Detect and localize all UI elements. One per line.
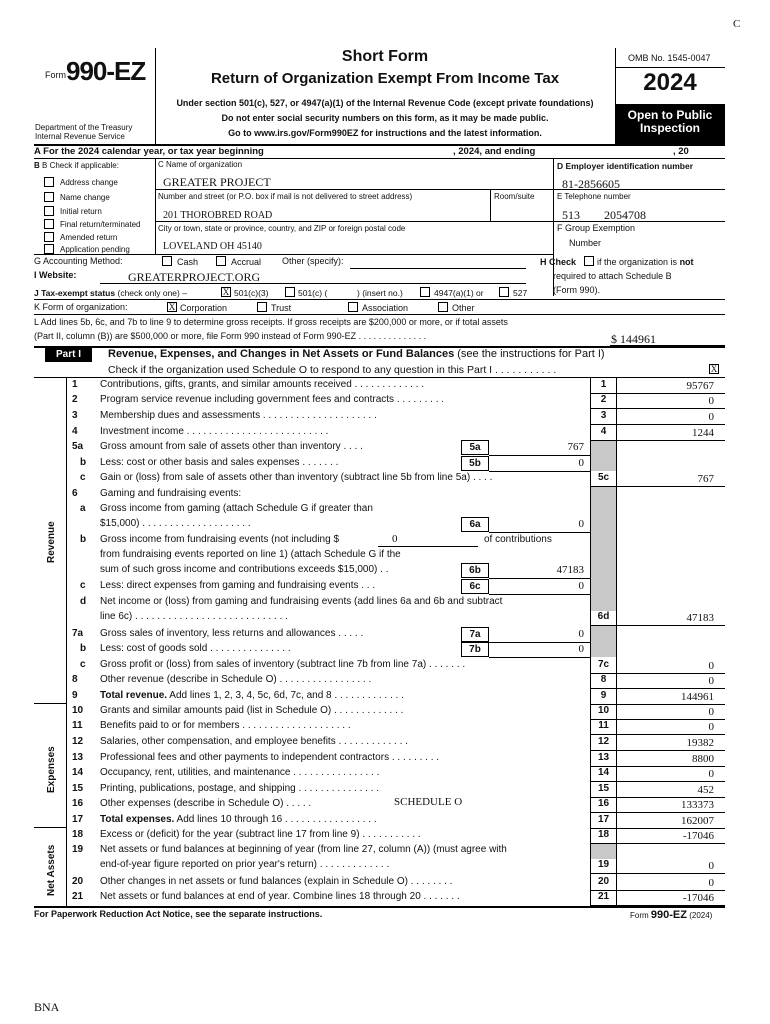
line-amount-value[interactable]: 0 bbox=[708, 706, 714, 718]
line-number: 14 bbox=[72, 767, 84, 778]
other-expenses-description[interactable]: SCHEDULE O bbox=[394, 796, 463, 808]
line-text-main: Gross amount from sale of assets other than inventory . . . . bbox=[100, 441, 363, 452]
line-text-main: Gross income from fundraising events (not including $ bbox=[100, 534, 340, 545]
line-box-label: 18 bbox=[597, 829, 610, 840]
corporation-label: Corporation bbox=[180, 303, 228, 313]
line-inner-value[interactable]: 0 bbox=[578, 457, 584, 469]
line-text-bold: Total expenses. bbox=[100, 814, 175, 825]
cash-label: Cash bbox=[177, 257, 199, 267]
line-text bbox=[100, 628, 363, 639]
line-text-main: Add lines 1, 2, 3, 4, 5c, 6d, 7c, and 8 . . . . . . . . . . . . . bbox=[167, 690, 404, 701]
line-inner-value[interactable]: 0 bbox=[578, 643, 584, 655]
line-text-main: Other expenses (describe in Schedule O) . . . . . bbox=[100, 798, 312, 809]
line-text bbox=[100, 426, 328, 437]
line-text bbox=[100, 410, 377, 421]
line-box-label: 16 bbox=[597, 798, 610, 809]
line-number: 10 bbox=[72, 705, 84, 716]
box-b-checkbox[interactable] bbox=[44, 219, 54, 229]
line-text-main: Less: cost of goods sold . . . . . . . . . . . . . . . bbox=[100, 643, 291, 654]
line-text-main: Grants and similar amounts paid (list in Schedule O) . . . . . . . . . . . . . bbox=[100, 705, 404, 716]
line-k-label: K Form of organization: bbox=[34, 302, 128, 312]
line-inner-value[interactable]: 0 bbox=[578, 580, 584, 592]
line-text-main: Less: direct expenses from gaming and fundraising events . . . bbox=[100, 580, 376, 591]
tax-year: 2024 bbox=[643, 69, 697, 96]
line-text bbox=[100, 783, 379, 794]
line-number: 13 bbox=[72, 752, 84, 763]
line-text-main: Gross income from gaming (attach Schedule G if greater than bbox=[100, 503, 373, 514]
4947-label: 4947(a)(1) or bbox=[434, 288, 484, 298]
line-amount-value[interactable]: 1244 bbox=[692, 427, 714, 439]
line-text bbox=[100, 798, 311, 809]
line-box-label: 6d bbox=[597, 611, 610, 622]
accrual-checkbox[interactable] bbox=[216, 256, 226, 266]
line-text-main: Occupancy, rent, utilities, and maintenance . . . . . . . . . . . . . . . . bbox=[100, 767, 380, 778]
line-text bbox=[100, 767, 379, 778]
gross-receipts-value[interactable]: $ 144961 bbox=[611, 332, 656, 346]
line-text bbox=[100, 643, 291, 654]
box-b-checkbox[interactable] bbox=[44, 244, 54, 254]
website-value[interactable]: GREATERPROJECT.ORG bbox=[128, 270, 261, 284]
title-main: Return of Organization Exempt From Income Tax bbox=[210, 70, 560, 87]
line-text-main: Net assets or fund balances at end of year. Combine lines 18 through 20 . . . . . . . bbox=[100, 891, 460, 902]
line-a-end: , 20 bbox=[673, 146, 689, 157]
corner-mark: C bbox=[733, 18, 741, 30]
line-text bbox=[100, 752, 439, 763]
line-j-paren: (check only one) – bbox=[117, 288, 187, 298]
line-amount-value[interactable]: 0 bbox=[708, 768, 714, 780]
line-g-label: G Accounting Method: bbox=[34, 256, 123, 266]
box-e-label: E Telephone number bbox=[557, 192, 631, 201]
line-box-label: 5b bbox=[461, 456, 489, 471]
line-amount-value[interactable]: 19382 bbox=[686, 737, 714, 749]
line-h-text-1b bbox=[597, 257, 694, 267]
line-text-main: Net income or (loss) from gaming and fundraising events (add lines 6a and 6b and subtract bbox=[100, 596, 503, 607]
footer-form-word: Form bbox=[630, 911, 649, 920]
part-i-tag: Part I bbox=[45, 348, 92, 362]
subtitle-3: Go to www.irs.gov/Form990EZ for instructions and the latest information. bbox=[228, 128, 542, 138]
ein-value[interactable]: 81-2856605 bbox=[562, 177, 620, 191]
line-text bbox=[100, 441, 363, 452]
line-box-label: 10 bbox=[597, 705, 610, 716]
line-box-label: 2 bbox=[600, 394, 607, 405]
schedule-b-checkbox[interactable] bbox=[584, 256, 594, 266]
line-box-label: 11 bbox=[598, 720, 609, 731]
box-b-label: B B Check if applicable: bbox=[34, 161, 119, 170]
line-text-main: Program service revenue including government fees and contracts . . . . . . . . . bbox=[100, 394, 445, 405]
line-box-label: 21 bbox=[597, 891, 610, 902]
line-number: 7a bbox=[72, 628, 84, 639]
subtitle-1: Under section 501(c), 527, or 4947(a)(1) of the Internal Revenue Code (except private foundations) bbox=[176, 98, 594, 108]
line-text-main: Professional fees and other payments to independent contractors . . . . . . . . . bbox=[100, 752, 440, 763]
line-text bbox=[100, 891, 460, 902]
line-text-main: Gross profit or (loss) from sales of inventory (subtract line 7b from line 7a) . . . . . . . bbox=[100, 659, 466, 670]
line-text-main: Gain or (loss) from sale of assets other than inventory (subtract line 5b from line 5a) . . . . bbox=[100, 472, 493, 483]
cash-checkbox[interactable] bbox=[162, 256, 172, 266]
line-number: b bbox=[80, 457, 87, 468]
box-b-item-label: Amended return bbox=[60, 233, 118, 242]
line-text-main: Gross sales of inventory, less returns and allowances . . . . . bbox=[100, 628, 364, 639]
box-b-item-label: Address change bbox=[60, 178, 118, 187]
line-text bbox=[100, 379, 424, 390]
line-box-label: 6c bbox=[461, 579, 489, 594]
part-i-title-suffix: (see the instructions for Part I) bbox=[457, 348, 605, 360]
line-text bbox=[100, 829, 421, 840]
box-b-checkbox[interactable] bbox=[44, 192, 54, 202]
line-text bbox=[100, 674, 371, 685]
line-number: d bbox=[80, 596, 87, 607]
line-text bbox=[100, 457, 338, 468]
line-number: 15 bbox=[72, 783, 84, 794]
line-box-label: 5c bbox=[597, 472, 610, 483]
schedule-o-checkbox[interactable]: X bbox=[710, 364, 718, 374]
527-label: 527 bbox=[513, 288, 528, 298]
line-text-main: Excess or (deficit) for the year (subtract line 17 from line 9) . . . . . . . . . . . bbox=[100, 829, 421, 840]
box-d-label: D Employer identification number bbox=[557, 161, 694, 171]
line-amount-value[interactable]: -17046 bbox=[682, 830, 714, 842]
line-text-bold: Total revenue. bbox=[100, 690, 168, 701]
line-h-not: not bbox=[679, 257, 694, 267]
line-number: c bbox=[80, 580, 86, 591]
line-number: b bbox=[80, 643, 87, 654]
line-number: c bbox=[80, 659, 86, 670]
line-amount-value[interactable]: -17046 bbox=[682, 892, 714, 904]
line-box-label: 7a bbox=[461, 627, 489, 642]
4947-checkbox[interactable] bbox=[420, 287, 430, 297]
line-number: 2 bbox=[72, 394, 78, 405]
line-amount-value[interactable]: 452 bbox=[697, 784, 714, 796]
line-text-main: Gaming and fundraising events: bbox=[100, 488, 242, 499]
insert-no-label: ) (insert no.) bbox=[357, 288, 403, 298]
line-box-label: 1 bbox=[600, 379, 607, 390]
box-f-label-2: Number bbox=[569, 238, 602, 248]
line-text-cont: from fundraising events reported on line 1) (attach Schedule G if the bbox=[100, 549, 401, 560]
street-label: Number and street (or P.O. box if mail is not delivered to street address) bbox=[158, 192, 413, 201]
form-word: Form bbox=[45, 70, 66, 80]
line-text-cont: $15,000) . . . . . . . . . . . . . . . . . . . . bbox=[100, 518, 251, 529]
line-number: 5a bbox=[72, 441, 84, 452]
line-amount-value[interactable]: 0 bbox=[708, 675, 714, 687]
box-f-label: F Group Exemption bbox=[557, 223, 636, 233]
line-text-main: Printing, publications, postage, and shipping . . . . . . . . . . . . . . . bbox=[100, 783, 380, 794]
form-number: 990-EZ bbox=[66, 56, 146, 86]
box-c-label: C Name of organization bbox=[158, 160, 243, 169]
association-label: Association bbox=[362, 303, 409, 313]
line-text-cont: end-of-year figure reported on prior year's return) . . . . . . . . . . . . . bbox=[100, 859, 390, 870]
line-amount-value[interactable]: 162007 bbox=[681, 815, 714, 827]
line-text-main: Benefits paid to or for members . . . . . . . . . . . . . . . . . . . . bbox=[100, 720, 351, 731]
line-text bbox=[100, 534, 339, 545]
line-number: 19 bbox=[72, 844, 84, 855]
line-inner-value[interactable]: 0 bbox=[578, 518, 584, 530]
box-b-item-label: Name change bbox=[60, 193, 110, 202]
open-line-2: Inspection bbox=[639, 121, 700, 135]
phone-number[interactable]: 2054708 bbox=[604, 208, 646, 222]
footer-year: (2024) bbox=[689, 911, 713, 920]
schedule-o-check-text: Check if the organization used Schedule O to respond to any question in this Part I . . . . . . . . . . . bbox=[108, 364, 557, 376]
line-box-label: 12 bbox=[597, 736, 610, 747]
title-short-form: Short Form bbox=[341, 48, 429, 65]
line-box-label: 7c bbox=[597, 659, 610, 670]
line-number: 21 bbox=[72, 891, 84, 902]
line-h-text-3: (Form 990). bbox=[553, 285, 601, 295]
line-a-label: A For the 2024 calendar year, or tax year beginning bbox=[34, 146, 264, 157]
part-i-title-bold: Revenue, Expenses, and Changes in Net Assets or Fund Balances bbox=[108, 348, 455, 360]
line-text bbox=[100, 488, 241, 499]
line-number: 8 bbox=[72, 674, 78, 685]
line-h-text-2: required to attach Schedule B bbox=[553, 271, 672, 281]
line-text bbox=[100, 736, 408, 747]
line-number: b bbox=[80, 534, 87, 545]
line-number: 11 bbox=[72, 720, 83, 731]
line-text-main: Other revenue (describe in Schedule O) . . . . . . . . . . . . . . . . . bbox=[100, 674, 372, 685]
expenses-section-label: Expenses bbox=[46, 746, 57, 793]
line-box-label: 6a bbox=[461, 517, 489, 532]
line-number: 1 bbox=[72, 379, 78, 390]
line-amount-value[interactable]: 0 bbox=[708, 877, 714, 889]
line-text-after: of contributions bbox=[484, 534, 552, 545]
line-h-check-text: H Check bbox=[540, 257, 577, 267]
line-amount-value[interactable]: 144961 bbox=[681, 691, 714, 703]
other-org-checkbox[interactable] bbox=[438, 302, 448, 312]
line-text-main: Other changes in net assets or fund balances (explain in Schedule O) . . . . . . . . bbox=[100, 876, 453, 887]
line-amount-value[interactable]: 0 bbox=[708, 860, 714, 872]
line-number: 16 bbox=[72, 798, 84, 809]
net-assets-section-label: Net Assets bbox=[46, 844, 57, 896]
department-line-1: Department of the Treasury bbox=[35, 123, 133, 132]
line-a-mid: , 2024, and ending bbox=[453, 146, 536, 157]
line-text bbox=[100, 844, 507, 855]
line-number: c bbox=[80, 472, 86, 483]
line-box-label: 3 bbox=[600, 410, 607, 421]
line-inner-value[interactable]: 0 bbox=[578, 628, 584, 640]
box-b-text: B Check if applicable: bbox=[42, 161, 119, 170]
line-number: 3 bbox=[72, 410, 78, 421]
line-j-label bbox=[34, 288, 187, 298]
box-b-checkbox[interactable] bbox=[44, 177, 54, 187]
line-number: a bbox=[80, 503, 86, 514]
open-to-public-badge bbox=[615, 104, 725, 144]
box-b-item-label: Application pending bbox=[60, 245, 130, 254]
line-amount-value[interactable]: 95767 bbox=[686, 380, 714, 392]
line-text-main: Net assets or fund balances at beginning of year (from line 27, column (A)) (must agree with bbox=[100, 844, 507, 855]
box-b-item-label: Final return/terminated bbox=[60, 220, 141, 229]
line-text-main: Investment income . . . . . . . . . . . . . . . . . . . . . . . . . . bbox=[100, 426, 329, 437]
line-text-main: Salaries, other compensation, and employee benefits . . . . . . . . . . . . . bbox=[100, 736, 408, 747]
bottom-mark: BNA bbox=[34, 1000, 60, 1014]
line-text bbox=[100, 394, 444, 405]
line-text bbox=[100, 690, 404, 701]
line-h-text: if the organization is bbox=[597, 257, 678, 267]
501c-label: 501(c) ( bbox=[298, 288, 328, 298]
line-text-main: Contributions, gifts, grants, and similar amounts received . . . . . . . . . . . . . bbox=[100, 379, 425, 390]
line-amount-value[interactable]: 0 bbox=[708, 411, 714, 423]
501c3-label: 501(c)(3) bbox=[234, 288, 269, 298]
paperwork-notice: For Paperwork Reduction Act Notice, see the separate instructions. bbox=[34, 909, 323, 919]
line-box-label: 4 bbox=[600, 426, 607, 437]
line-box-label: 14 bbox=[597, 767, 610, 778]
department bbox=[35, 123, 132, 141]
line-amount-value[interactable]: 0 bbox=[708, 660, 714, 672]
line-box-label: 17 bbox=[597, 814, 610, 825]
line-box-label: 6b bbox=[461, 563, 489, 578]
line-text bbox=[100, 659, 465, 670]
line-box-label: 19 bbox=[597, 859, 610, 870]
omb-number: OMB No. 1545-0047 bbox=[628, 53, 711, 63]
line-l-text-2: (Part II, column (B)) are $500,000 or more, file Form 990 instead of Form 990-EZ . . . . . . . . . . . . . . bbox=[34, 331, 427, 341]
line-text bbox=[100, 720, 351, 731]
other-org-label: Other bbox=[452, 303, 475, 313]
line-text bbox=[100, 580, 375, 591]
line-text-cont: sum of such gross income and contributions exceeds $15,000) . . bbox=[100, 564, 389, 575]
line-text bbox=[100, 876, 452, 887]
subtitle-2: Do not enter social security numbers on this form, as it may be made public. bbox=[221, 113, 549, 123]
line-box-label: 8 bbox=[600, 674, 607, 685]
part-i-title bbox=[108, 348, 605, 360]
line-text-main: Membership dues and assessments . . . . . . . . . . . . . . . . . . . . . bbox=[100, 410, 377, 421]
line-text-main: Less: cost or other basis and sales expenses . . . . . . . bbox=[100, 457, 339, 468]
fundraising-contributions-amount[interactable]: 0 bbox=[392, 533, 398, 545]
line-inner-value[interactable]: 767 bbox=[567, 441, 584, 453]
city-label: City or town, state or province, country, and ZIP or foreign postal code bbox=[158, 224, 406, 233]
501c3-checkbox[interactable]: X bbox=[222, 287, 230, 297]
trust-label: Trust bbox=[271, 303, 292, 313]
box-b-item-label: Initial return bbox=[60, 207, 102, 216]
line-box-label: 5a bbox=[461, 440, 489, 455]
box-b-checkbox[interactable] bbox=[44, 232, 54, 242]
accrual-label: Accrual bbox=[231, 257, 262, 267]
line-amount-value[interactable]: 767 bbox=[697, 473, 714, 485]
line-text bbox=[100, 814, 377, 825]
line-text bbox=[100, 596, 502, 607]
line-amount-value[interactable]: 47183 bbox=[686, 612, 714, 624]
line-j-title: J Tax-exempt status bbox=[34, 288, 116, 298]
department-line-2: Internal Revenue Service bbox=[35, 132, 125, 141]
association-checkbox[interactable] bbox=[348, 302, 358, 312]
501c-checkbox[interactable] bbox=[285, 287, 295, 297]
line-i-label: I Website: bbox=[34, 270, 77, 280]
line-box-label: 20 bbox=[597, 876, 610, 887]
line-number: 6 bbox=[72, 488, 78, 499]
line-l-text-1: L Add lines 5b, 6c, and 7b to line 9 to determine gross receipts. If gross receipts are $200,000 or more, or if total assets bbox=[34, 317, 508, 327]
room-suite-label: Room/suite bbox=[494, 192, 535, 201]
street-address[interactable]: 201 THOROBRED ROAD bbox=[163, 210, 273, 221]
527-checkbox[interactable] bbox=[499, 287, 509, 297]
open-line-1: Open to Public bbox=[627, 108, 713, 122]
line-box-label: 15 bbox=[597, 783, 610, 794]
line-box-label: 7b bbox=[461, 642, 489, 657]
organization-name[interactable]: GREATER PROJECT bbox=[163, 175, 271, 189]
phone-area[interactable]: 513 bbox=[562, 208, 580, 222]
line-text-cont: line 6c) . . . . . . . . . . . . . . . . . . . . . . . . . . . . bbox=[100, 611, 288, 622]
trust-checkbox[interactable] bbox=[257, 302, 267, 312]
line-text-main: Add lines 10 through 16 . . . . . . . . . . . . . . . . . bbox=[174, 814, 377, 825]
footer-form bbox=[630, 909, 712, 921]
line-text bbox=[100, 503, 373, 514]
line-box-label: 13 bbox=[597, 752, 610, 763]
line-amount-value[interactable]: 133373 bbox=[681, 799, 714, 811]
line-number: 9 bbox=[72, 690, 78, 701]
line-h-row-1 bbox=[540, 257, 576, 267]
footer-form-number: 990-EZ bbox=[650, 909, 687, 921]
line-inner-value[interactable]: 47183 bbox=[556, 564, 584, 576]
revenue-section-label: Revenue bbox=[46, 521, 57, 563]
line-amount-value[interactable]: 0 bbox=[708, 395, 714, 407]
line-number: 18 bbox=[72, 829, 84, 840]
line-number: 4 bbox=[72, 426, 78, 437]
corporation-checkbox[interactable]: X bbox=[168, 302, 176, 312]
city-state-zip[interactable]: LOVELAND OH 45140 bbox=[163, 241, 262, 252]
other-method-label: Other (specify): bbox=[282, 256, 344, 266]
line-number: 12 bbox=[72, 736, 84, 747]
line-amount-value[interactable]: 8800 bbox=[692, 753, 714, 765]
line-amount-value[interactable]: 0 bbox=[708, 721, 714, 733]
line-number: 20 bbox=[72, 876, 84, 887]
line-number: 17 bbox=[72, 814, 84, 825]
line-text bbox=[100, 472, 492, 483]
line-text bbox=[100, 705, 403, 716]
line-box-label: 9 bbox=[600, 690, 607, 701]
box-b-checkbox[interactable] bbox=[44, 206, 54, 216]
